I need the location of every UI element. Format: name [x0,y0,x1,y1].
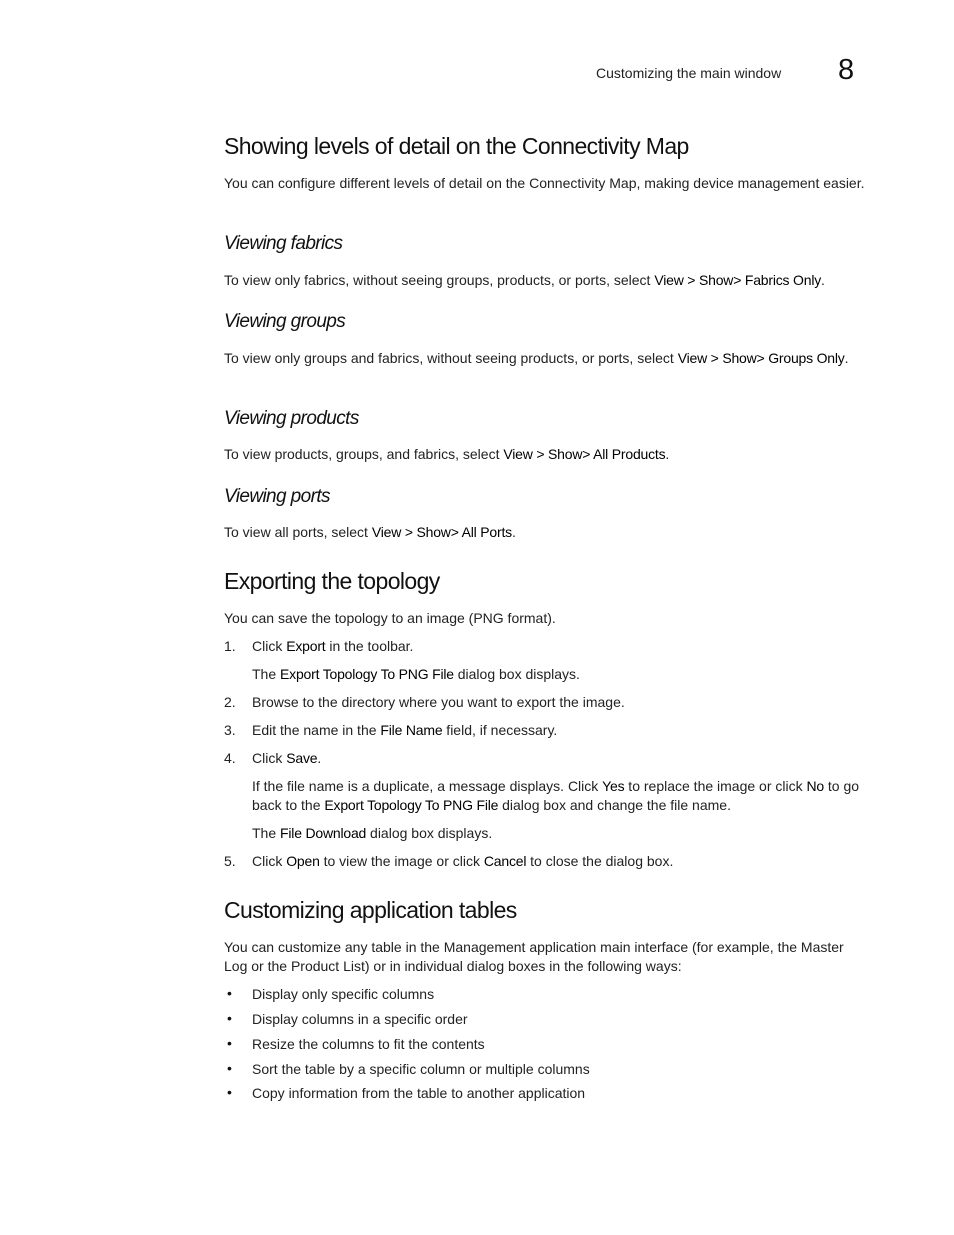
step-text: Edit the name in the File Name field, if necessary. [252,722,558,738]
step-number: 3. [224,722,236,738]
viewing-products-text: To view products, groups, and fabrics, select View > Show> All Products. [224,446,670,462]
ui-label-export: Export [286,638,326,654]
subheading-viewing-products: Viewing products [224,408,359,429]
step-text: Click Open to view the image or click Cancel to close the dialog box. [252,853,674,869]
chapter-number: 8 [838,54,855,86]
step-text: Browse to the directory where you want to export the image. [252,694,625,710]
list-item-text: Resize the columns to fit the contents [252,1036,485,1052]
viewing-fabrics-text: To view only fabrics, without seeing groups, products, or ports, select View > Show> Fabrics Only. [224,272,825,288]
bullet-icon: • [227,1060,232,1076]
chapter-title: Customizing the main window [596,65,782,81]
ui-label-yes: Yes [602,778,625,794]
step-number: 5. [224,853,236,869]
step-number: 1. [224,638,236,654]
ui-label-file-download: File Download [280,825,367,841]
exporting-intro: You can save the topology to an image (PNG format). [224,610,556,626]
bullet-icon: • [227,1035,232,1051]
levels-intro: You can configure different levels of detail on the Connectivity Map, making device management easier. [224,175,865,191]
subheading-viewing-groups: Viewing groups [224,311,346,332]
ui-label-export-dialog: Export Topology To PNG File [324,797,499,813]
bullet-icon: • [227,985,232,1001]
list-item-text: Sort the table by a specific column or multiple columns [252,1061,590,1077]
ui-label-no: No [806,778,825,794]
list-item-text: Display only specific columns [252,986,435,1002]
viewing-groups-text: To view only groups and fabrics, without seeing products, or ports, select View > Show> Groups Only. [224,350,849,366]
section-heading-tables: Customizing application tables [224,897,517,923]
ui-label-export-dialog: Export Topology To PNG File [280,666,454,682]
viewing-ports-text: To view all ports, select View > Show> All Ports. [224,524,516,540]
ui-label-file-name: File Name [380,722,443,738]
step-4-note-duplicate: If the file name is a duplicate, a message displays. Click Yes to replace the image or click No to go back to the Export Topology To PNG File dialog box and change the file name. [252,778,860,813]
step-1-note: The Export Topology To PNG File dialog box displays. [252,666,580,682]
step-text: Click Save. [252,750,322,766]
ui-label-save: Save [286,750,318,766]
menu-path-all-products: View > Show> All Products [503,446,666,462]
step-number: 2. [224,694,236,710]
step-text: Click Export in the toolbar. [252,638,414,654]
ui-label-open: Open [286,853,320,869]
section-heading-exporting: Exporting the topology [224,568,440,594]
step-number: 4. [224,750,236,766]
menu-path-all-ports: View > Show> All Ports [371,524,512,540]
ui-label-cancel: Cancel [483,853,527,869]
subheading-viewing-fabrics: Viewing fabrics [224,233,343,254]
menu-path-fabrics-only: View > Show> Fabrics Only [654,272,822,288]
section-heading-levels: Showing levels of detail on the Connectivity Map [224,133,689,159]
step-4-note-download: The File Download dialog box displays. [252,825,493,841]
menu-path-groups-only: View > Show> Groups Only [677,350,845,366]
subheading-viewing-ports: Viewing ports [224,486,330,507]
list-item-text: Copy information from the table to another application [252,1085,586,1101]
bullet-icon: • [227,1010,232,1026]
bullet-icon: • [227,1084,232,1100]
list-item-text: Display columns in a specific order [252,1011,468,1027]
tables-intro: You can customize any table in the Management application main interface (for example, the Master Log or the Product List) or in individual dialog boxes in the following ways: [224,939,844,974]
